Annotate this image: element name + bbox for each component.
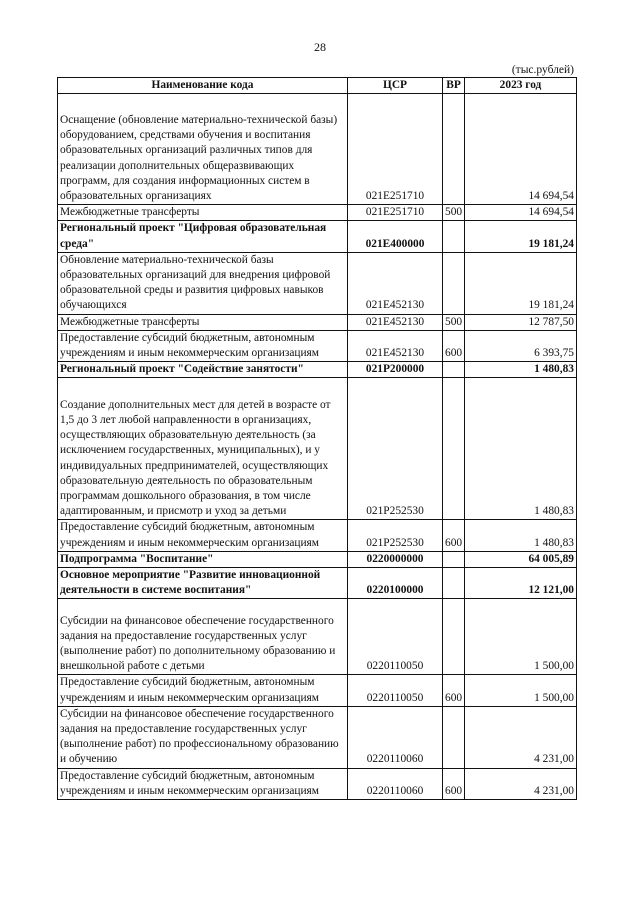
- table-row: [58, 94, 577, 205]
- row-amount: 14 694,54: [465, 94, 577, 205]
- row-amount: 1 500,00: [465, 675, 577, 706]
- row-name: Межбюджетные трансферты: [58, 205, 348, 221]
- budget-table: [57, 77, 577, 800]
- row-vr: 600: [443, 520, 465, 551]
- row-csr: 021P252530: [348, 378, 443, 520]
- row-name: Создание дополнительных мест для детей в возрасте от 1,5 до 3 лет любой направленности в организациях, осуществляющих образовательную деятельность (за исключением государственных, муниципальных), и у индивидуальных предпринимателей, осуществляющих образовательную деятельность по образовательным программам дошкольного образования, в том числе адаптированным, и присмотр и уход за детьми: [58, 378, 348, 520]
- table-header-row: [58, 78, 577, 94]
- column-header-name: Наименование кода: [58, 78, 348, 94]
- row-csr: 021E251710: [348, 94, 443, 205]
- row-vr: [443, 551, 465, 567]
- row-csr: 0220110060: [348, 768, 443, 799]
- row-csr: 0220110050: [348, 675, 443, 706]
- table-row: [58, 314, 577, 330]
- table-row: [58, 520, 577, 551]
- row-vr: [443, 706, 465, 768]
- row-vr: [443, 94, 465, 205]
- row-csr: 021E452130: [348, 252, 443, 314]
- row-name: Предоставление субсидий бюджетным, автономным учреждениям и иным некоммерческим организациям: [58, 330, 348, 361]
- row-csr: 0220110060: [348, 706, 443, 768]
- row-amount: 12 121,00: [465, 568, 577, 599]
- column-header-csr: ЦСР: [348, 78, 443, 94]
- column-header-year: 2023 год: [465, 78, 577, 94]
- table-row: [58, 205, 577, 221]
- row-amount: 4 231,00: [465, 768, 577, 799]
- column-header-vr: ВР: [443, 78, 465, 94]
- row-name: Основное мероприятие "Развитие инновационной деятельности в системе воспитания": [58, 568, 348, 599]
- row-vr: 600: [443, 675, 465, 706]
- row-name: Региональный проект "Содействие занятости": [58, 362, 348, 378]
- row-name: Субсидии на финансовое обеспечение государственного задания на предоставление государственных услуг (выполнение работ) по профессиональному образованию и обучению: [58, 706, 348, 768]
- row-vr: 600: [443, 768, 465, 799]
- row-csr: 021E452130: [348, 330, 443, 361]
- table-row: [58, 551, 577, 567]
- row-csr: 0220100000: [348, 568, 443, 599]
- table-row: [58, 362, 577, 378]
- row-name: Региональный проект "Цифровая образовательная среда": [58, 221, 348, 252]
- row-amount: 6 393,75: [465, 330, 577, 361]
- table-row: [58, 706, 577, 768]
- row-csr: 021P252530: [348, 520, 443, 551]
- row-vr: [443, 599, 465, 675]
- row-name: Оснащение (обновление материально-технической базы) оборудованием, средствами обучения и воспитания образовательных организаций различных типов для реализации дополнительных общеразвивающих программ, для создания информационных систем в образовательных организациях: [58, 94, 348, 205]
- row-amount: 1 480,83: [465, 378, 577, 520]
- row-amount: 1 480,83: [465, 362, 577, 378]
- row-amount: 19 181,24: [465, 221, 577, 252]
- row-csr: 021P200000: [348, 362, 443, 378]
- row-csr: 021E251710: [348, 205, 443, 221]
- table-row: [58, 252, 577, 314]
- row-amount: 14 694,54: [465, 205, 577, 221]
- row-name: Предоставление субсидий бюджетным, автономным учреждениям и иным некоммерческим организациям: [58, 675, 348, 706]
- row-vr: 500: [443, 205, 465, 221]
- row-amount: 1 480,83: [465, 520, 577, 551]
- row-vr: [443, 378, 465, 520]
- row-name: Межбюджетные трансферты: [58, 314, 348, 330]
- row-name: Предоставление субсидий бюджетным, автономным учреждениям и иным некоммерческим организациям: [58, 768, 348, 799]
- table-row: [58, 221, 577, 252]
- table-row: [58, 378, 577, 520]
- row-csr: 0220000000: [348, 551, 443, 567]
- row-amount: 1 500,00: [465, 599, 577, 675]
- row-vr: 500: [443, 314, 465, 330]
- row-name: Субсидии на финансовое обеспечение государственного задания на предоставление государственных услуг (выполнение работ) по дополнительному образованию и внешкольной работе с детьми: [58, 599, 348, 675]
- row-vr: [443, 252, 465, 314]
- row-amount: 12 787,50: [465, 314, 577, 330]
- unit-note: (тыс.рублей): [511, 64, 574, 76]
- row-amount: 4 231,00: [465, 706, 577, 768]
- row-vr: [443, 221, 465, 252]
- table-row: [58, 330, 577, 361]
- row-vr: 600: [443, 330, 465, 361]
- row-vr: [443, 568, 465, 599]
- page-number: 28: [314, 40, 326, 54]
- row-csr: 0220110050: [348, 599, 443, 675]
- row-csr: 021E400000: [348, 221, 443, 252]
- row-name: Подпрограмма "Воспитание": [58, 551, 348, 567]
- table-row: [58, 768, 577, 799]
- row-csr: 021E452130: [348, 314, 443, 330]
- row-amount: 19 181,24: [465, 252, 577, 314]
- row-name: Обновление материально-технической базы образовательных организаций для внедрения цифровой образовательной среды и развития цифровых навыков обучающихся: [58, 252, 348, 314]
- row-amount: 64 005,89: [465, 551, 577, 567]
- table-row: [58, 568, 577, 599]
- row-vr: [443, 362, 465, 378]
- table-row: [58, 599, 577, 675]
- table-row: [58, 675, 577, 706]
- row-name: Предоставление субсидий бюджетным, автономным учреждениям и иным некоммерческим организациям: [58, 520, 348, 551]
